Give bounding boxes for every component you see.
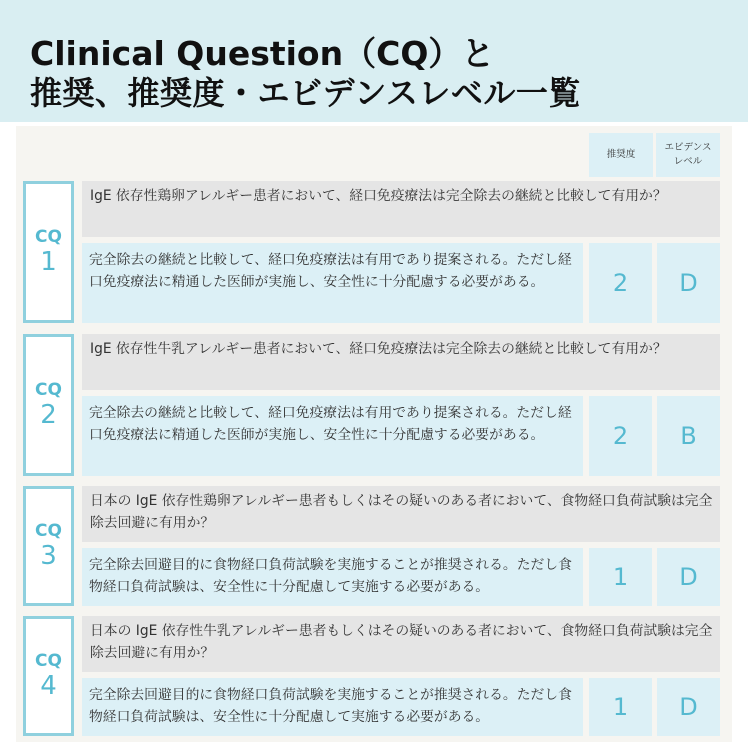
recommendation-grade: 2 <box>589 243 652 323</box>
recommendation-grade: 1 <box>589 678 652 736</box>
cq-badge <box>23 616 74 736</box>
cq-badge <box>23 334 74 476</box>
cq-badge-number: 1 <box>40 247 57 277</box>
evidence-level: D <box>657 548 720 606</box>
column-header-recommendation: 推奨度 <box>589 133 653 177</box>
cq-badge-label: CQ <box>35 380 62 400</box>
recommendation-grade: 2 <box>589 396 652 476</box>
cq-badge <box>23 181 74 323</box>
cq-badge-number: 3 <box>40 541 57 571</box>
cq-badge-label: CQ <box>35 521 62 541</box>
cq-question: 日本の IgE 依存性牛乳アレルギー患者もしくはその疑いのある者において、食物経口負荷試験は完全除去回避に有用か？ <box>82 616 720 672</box>
cq-badge-label: CQ <box>35 227 62 247</box>
recommendation-grade: 1 <box>589 548 652 606</box>
cq-question: IgE 依存性牛乳アレルギー患者において、経口免疫療法は完全除去の継続と比較して有用か？ <box>82 334 720 390</box>
cq-answer: 完全除去回避目的に食物経口負荷試験を実施することが推奨される。ただし食物経口負荷試験は、安全性に十分配慮して実施する必要がある。 <box>82 678 583 736</box>
column-header-evidence: エビデンス レベル <box>656 133 720 177</box>
page-title-line1: Clinical Question（CQ）と <box>30 34 495 73</box>
cq-badge-label: CQ <box>35 651 62 671</box>
cq-question: 日本の IgE 依存性鶏卵アレルギー患者もしくはその疑いのある者において、食物経口負荷試験は完全除去回避に有用か？ <box>82 486 720 542</box>
cq-answer: 完全除去の継続と比較して、経口免疫療法は有用であり提案される。ただし経口免疫療法に精通した医師が実施し、安全性に十分配慮する必要がある。 <box>82 243 583 323</box>
page-title-line2: 推奨、推奨度・エビデンスレベル一覧 <box>30 74 581 112</box>
cq-badge-number: 2 <box>40 400 57 430</box>
cq-badge <box>23 486 74 606</box>
page-header <box>0 0 748 122</box>
evidence-level: D <box>657 678 720 736</box>
evidence-level: D <box>657 243 720 323</box>
cq-answer: 完全除去回避目的に食物経口負荷試験を実施することが推奨される。ただし食物経口負荷試験は、安全性に十分配慮して実施する必要がある。 <box>82 548 583 606</box>
cq-answer: 完全除去の継続と比較して、経口免疫療法は有用であり提案される。ただし経口免疫療法に精通した医師が実施し、安全性に十分配慮する必要がある。 <box>82 396 583 476</box>
evidence-level: B <box>657 396 720 476</box>
cq-question: IgE 依存性鶏卵アレルギー患者において、経口免疫療法は完全除去の継続と比較して有用か？ <box>82 181 720 237</box>
cq-badge-number: 4 <box>40 671 57 701</box>
